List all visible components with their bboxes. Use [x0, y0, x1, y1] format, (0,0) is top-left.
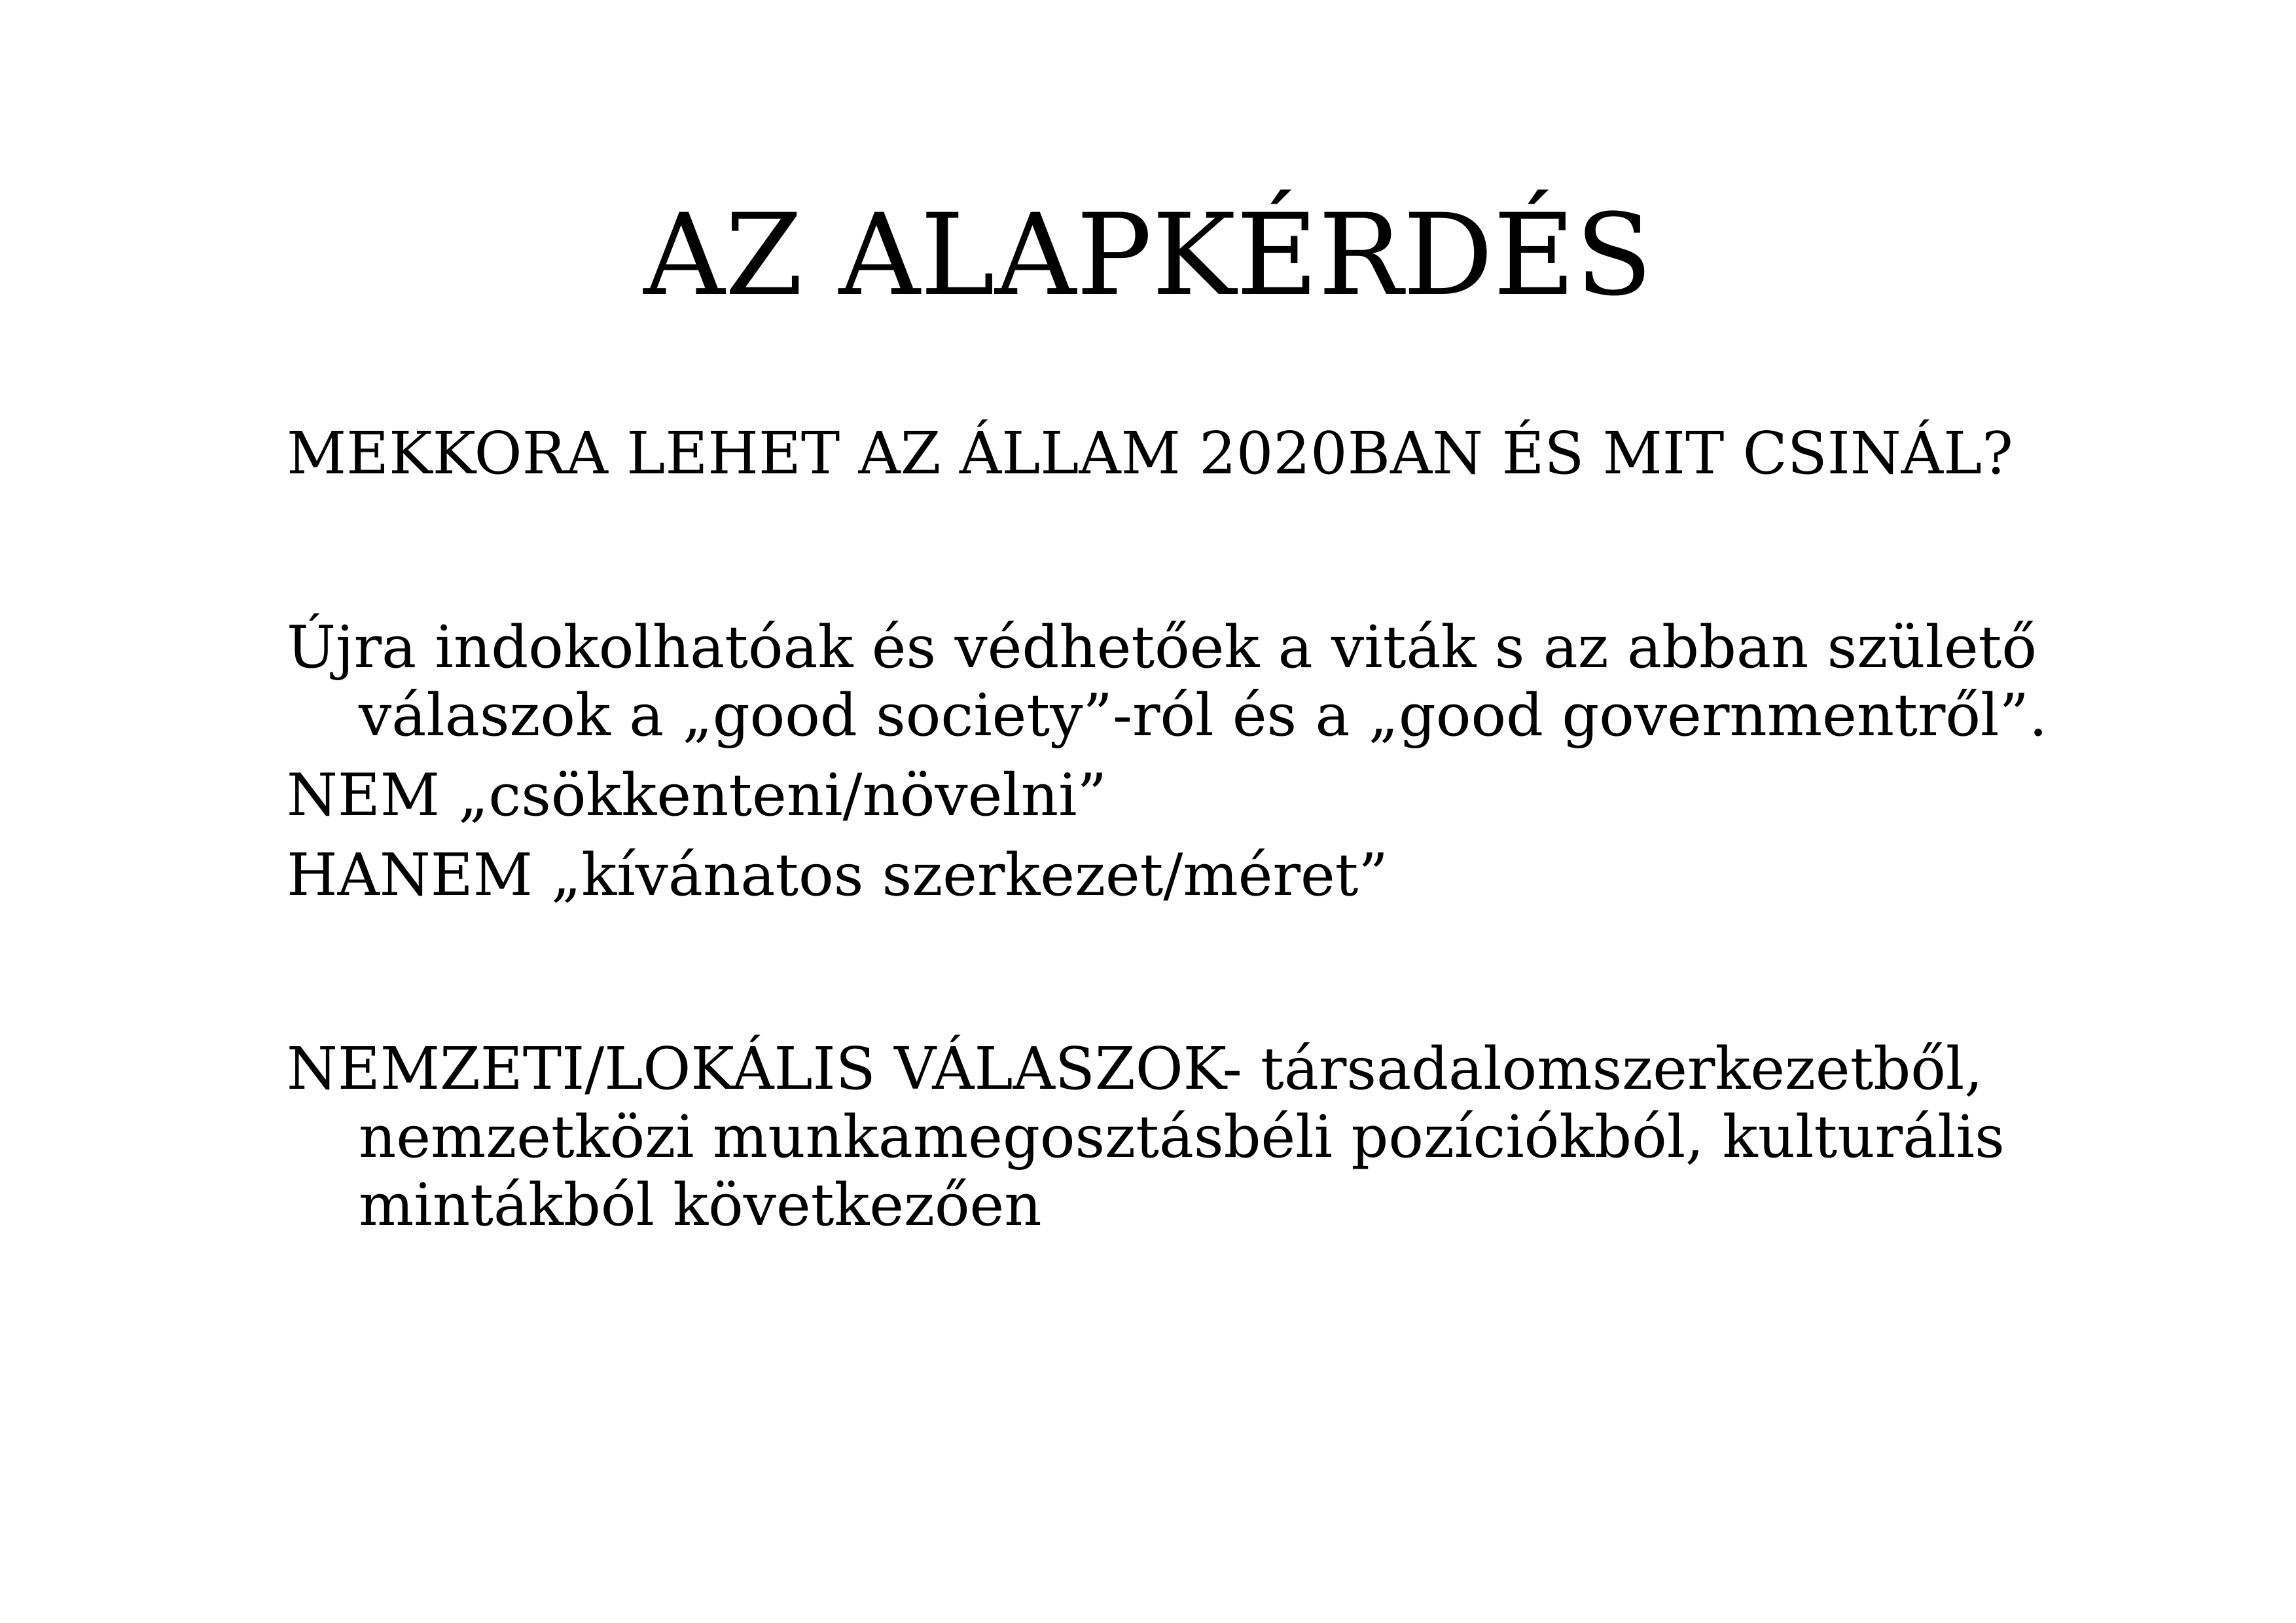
but-paragraph: HANEM „kívánatos szerkezet/méret” — [287, 841, 1388, 909]
slide-title: AZ ALAPKÉRDÉS — [643, 189, 1653, 321]
question-paragraph: MEKKORA LEHET AZ ÁLLAM 2020BAN ÉS MIT CSINÁL? — [287, 419, 2013, 487]
not-paragraph: NEM „csökkenteni/növelni” — [287, 761, 1107, 829]
national-answers-paragraph: NEMZETI/LOKÁLIS VÁLASZOK- társadalomszerkezetből, nemzetközi munkamegosztásbéli pozíciókból, kulturális mintákból következően — [287, 1034, 2005, 1239]
slide-body — [287, 419, 2054, 1239]
justification-paragraph: Újra indokolhatóak és védhetőek a viták s az abban születő válaszok a „good society”-ról és a „good governmentről”. — [287, 613, 2048, 749]
